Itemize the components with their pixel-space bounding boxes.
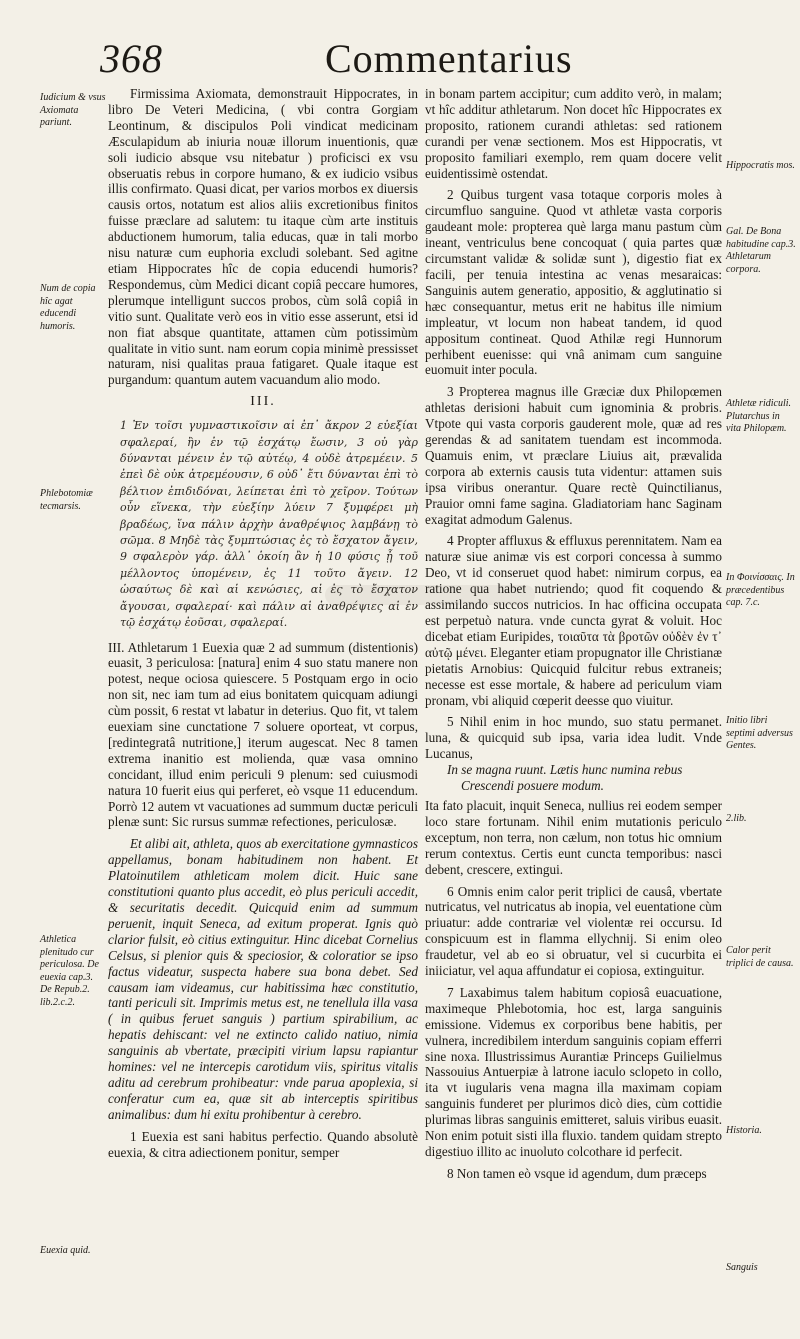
verse-line-1: In se magna ruunt. Lætis hunc numina rebus: [447, 762, 683, 778]
paragraph-note-6: 6 Omnis enim calor perit triplici de causâ, vbertate nutricatus, vel nutricatus ab inopia, vel euentatione cùm priuatur: adde contrariæ vel violentæ rei occursu. Id conspicuum est in flamma ellychnij. Si enim oleo fraudetur, vel ab eo si obruatur, vel si cucurbita ei iniiciatur, vel aqua affundatur ei copiosa, extinguitur.: [425, 883, 722, 979]
running-title: Commentarius: [325, 36, 573, 81]
paragraph-note-4: 4 Propter affluxus & effluxus perennitatem. Nam ea naturæ siue animæ vis est corpori concessa à summo Deo, vt id conseruet quod habet: nimirum corpus, ea ratione qua habet nutriendo; quod fit coquendo & assimilando succos nutricios. In hac officina occupata est perpetuò natura. vnde cuncta gyrat & voluit. Hoc dicebat etiam Euripides, τοιαῦτα τὰ βροτῶν οὐδὲν ἐν τ᾽ αὐτῷ μένει. Eleganter etiam propugnator ille Christianæ pietatis Arnobius: Quicquid fulcitur rebus extraneis; necesse est esse mortale, & habere ad periculum viam pronam, vbi aliquid cœperit deesse quo viuitur.: [425, 533, 722, 708]
margin-note-right: Sanguis: [726, 1262, 758, 1273]
paragraph-latin-translation: III. Athletarum 1 Euexia quæ 2 ad summum (distentionis) euasit, 3 periculosa: [natura] enim 4 suo statu manere non potest, neque ociosa quiescere. 5 Postquam ergo in ocio non sit, nec iam tum ad eius bonitatem quicquam adiungi cùm possit, 6 restat vt labatur in deterius. Quo fit, vt talem euexiam sine cunctatione 7 soluere oporteat, vt corpus, [redintegratâ nutritione,] iterum augescat. Nec 8 tamen extrema inanitio est molienda, quæ vasa omnino concidant, illud enim periculi 9 plenum: sed cuiusmodi natura 10 fuerit eius qui perferet, eò vsque 11 educendum. Porrò 12 autem vt vacuationes ad summum ductæ periculi plenæ sunt: Sic rursus summæ refectiones, periculosæ.: [108, 639, 418, 830]
margin-note-right: Initio libri septimi adversus Gentes.: [726, 715, 793, 752]
paragraph-athleta-commentary: Et alibi ait, athleta, quos ab exercitatione gymnasticos appellamus, bonam habitudinem non habent. Et Platoinutilem athleticam molem dicit. Huic sane constitutioni quanto plus accedit, eò plus periculi accedit, & securitatis decedit. Quicquid enim ad summum peruenit, inquit Seneca, ad exitum properat. Ignis quò clarior fulsit, eò citius extinguitur. Hinc dicebat Cornelius Celsus, si plenior quis & speciosior, & coloratior se ipso factus videatur, suspecta habere sua bona debet. Sed causam iam videamus, cur habitissima hæc constitutio, tanti periculi sit. Imprimis metus est, ne tenellula illa vasa ( in quibus feruet sanguis ) partium spirabilium, ac hepatis dehiscant: vel ne extincto calido natiuo, nimia sanguinis ab vbertate, præcipiti virium lapsu rapiantur homines: vel ne intercepis carotidum viis, spiritus vitalis aditu ad cerebrum prohibeatur: vnde parua apoplexia, si conferatur cum ea, quæ sit ab interceptis spiritibus animalibus: dum hi exitu prohibentur à cerebro.: [108, 836, 418, 1122]
greek-aphorism: 1 Ἐν τοῖσι γυμναστικοῖσιν αἱ ἐπ᾽ ἄκρον 2 εὐεξίαι σφαλεραί, ἢν ἐν τῷ ἐσχάτῳ ἔωσιν, 3 οὐ γὰρ δύνανται μένειν ἐν τῷ αὐτέῳ, 4 οὐδὲ ἀτρεμέειν. 5 ἐπεὶ δὲ οὐκ ἀτρεμέουσιν, 6 οὐδ᾽ ἔτι δύνανται ἐπὶ τὸ βέλτιον ἐπιδιδόναι, λείπεται ἐπὶ τὸ χεῖρον. Τούτων οὖν εἵνεκα, τὴν εὐεξίην λύειν 7 ξυμφέρει μὴ βραδέως, ἵνα πάλιν ἀρχὴν ἀναθρέψιος λαμβάνῃ τὸ σῶμα. 8 Μηδὲ τὰς ξυμπτώσιας ἐς τὸ ἔσχατον ἄγειν, 9 σφαλερὸν γάρ. ἀλλ᾽ ὁκοίη ἂν ἡ 10 φύσις ᾖ τοῦ μέλλοντος ὑπομένειν, ἐς 11 τοῦτο ἄγειν. 12 ὡσαύτως δὲ καὶ αἱ κενώσιες, αἱ ἐς τὸ ἔσχατον ἄγουσαι, σφαλεραί· καὶ πάλιν αἱ ἀναθρέψιες αἱ ἐν τῷ ἐσχάτῳ ἐοῦσαι, σφαλεραί.: [120, 419, 418, 630]
margin-note-right: In Φοινίσσαις. In præcedentibus cap. 7.c.: [726, 572, 795, 609]
margin-note-left: Iudicium & vsus Axiomata pariunt.: [40, 92, 106, 129]
paragraph-note-3: 3 Propterea magnus ille Græciæ dux Philopœmen athletas derisioni habuit cum ignominia & probris. Vtpote qui vasta corporis gauderent mole, quæ ad res gerendas & ad sanitatem tuendam est incommoda. Quamuis enim, vt præclare Liuius ait, prævalida corpora ab externis causis tuta videntur: attamen suis ipsa viribus onerantur. Quare rectè Quinctilianus, Prauior omni fame sagina. Gladiatoriam hanc Saginam exagitat admodum Galenus.: [425, 384, 722, 527]
section-number: III.: [250, 394, 276, 410]
verse-line-2: Crescendi posuere modum.: [461, 778, 604, 794]
paragraph-note-8: 8 Non tamen eò vsque id agendum, dum præceps: [447, 1165, 707, 1181]
margin-note-left: Phlebotomiæ tecmarsis.: [40, 488, 93, 512]
margin-note-right: 2.lib.: [726, 813, 747, 824]
margin-note-right: Gal. De Bona habitudine cap.3. Athletarum corpora.: [726, 226, 796, 275]
margin-note-right: Athletæ ridiculi. Plutarchus in vita Philopæm.: [726, 398, 791, 435]
paragraph-note-5: 5 Nihil enim in hoc mundo, suo statu permanet. luna, & quicquid sub ipsa, varia idea ludit. Vnde Lucanus,: [425, 714, 722, 762]
paragraph-axiomata: Firmissima Axiomata, demonstrauit Hippocrates, in libro De Veteri Medicina, ( vbi contra Gorgiam Leontinum, & discipulos Poli vindicat medicinam Æsculapidum ab iniuria nouæ illorum inuentionis, quæ soli iudicio absque vsu nitebatur ) proficisci ex vsu obseruatis rebus in corpore humano, & ex iudicio vsibus illis confirmato. Quasi dicat, per varios morbos ex diuersis causis ortos, notatum est alios aliis excretionibus finitos fuisse præclare ad salutem: tu itaque cùm arte instituis abductionem humorum, talia educas, quæ in tali morbo nisu naturæ cum euphoria excludi solebant. Sed agitne etiam Hippocrates hîc de copia educendi humoris? Respondemus, cùm Medici dicant copiâ peccare humores, plerumque intelligunt succos probos, cùm solâ copiâ in vitio sunt. Qualitate verò eos in vitio esse asserunt, etsi id non fiat absque quantitate, attamen cùm potissimùm qualitate in vitio sunt. nam eorum copia minimè pressisset naturam, nisi qualitas praua fatigaret. Quale itaque est purgandum: quantum autem vacuandum alio modo.: [108, 86, 418, 388]
margin-note-left: Num de copia hîc agat educendi humoris.: [40, 283, 96, 332]
paragraph-continuation: in bonam partem accipitur; cum addito verò, in malam; vt hîc additur athletarum. Non docet hîc Hippocrates ex proposito, rationem curandi athletas: sed rationem curandi per venæ sectionem. Mos est Hippocratis, vt proposito familiari exemplo, rem quam docere velit euidentissimè ostendat.: [425, 86, 722, 181]
margin-note-left: Athletica plenitudo cur periculosa. De euexia cap.3. De Repub.2. lib.2.c.2.: [40, 934, 99, 1008]
paragraph-note-7: 7 Laxabimus talem habitum copiosâ euacuatione, maximeque Phlebotomia, hoc est, larga sanguinis emissione. Videmus ex corporibus bene habitis, per vulnera, incredibilem interdum sanguinis copiam efferri sine noxa. Illustrissimus Aurantiæ Princeps Guilielmus Nassouius Antuerpiæ à latrone iaculo sclopeto in collo, ita vt iugularis vena magna illa maximam copiam sanguinis funderet per plurimos dicò dies, cùm cottidie plurimas libras sanguinis emitteret, saluis viribus euasit. Non enim potuit sisti illa fluxio. tandem quidam strepto digestiuo illito ac inuoluto colcothare id perfecit.: [425, 984, 722, 1159]
paragraph-euexia: 1 Euexia est sani habitus perfectio. Quando absolutè euexia, & citra adiectionem ponitur, semper: [108, 1128, 418, 1160]
page-header: [100, 35, 740, 80]
right-text-column: [425, 86, 722, 1188]
margin-note-right: Hippocratis mos.: [726, 160, 795, 171]
margin-note-right: Calor perit triplici de causa.: [726, 945, 794, 969]
margin-note-right: Historia.: [726, 1125, 762, 1136]
margin-note-left: Euexia quid.: [40, 1245, 91, 1256]
paragraph-seneca: Ita fato placuit, inquit Seneca, nullius rei eodem semper loco stare fortunam. Nihil enim mutationis periculo exceptum, non terra, non cælum, non totus hic omnium rerum contextus. Certis eunt cuncta temporibus: nasci debent, crescere, extingui.: [425, 797, 722, 877]
page-number: 368: [100, 36, 163, 81]
paragraph-note-2: 2 Quibus turgent vasa totaque corporis moles à circumfluo sanguine. Quod vt athletæ vasta corporis gaudeant mole: propterea què larga manu pastum cùm ineant, ventriculus bene concoquat ( quia partes quæ circumstant validæ & solidæ sunt ), digestio fiat ex facili, per tenuia intestina ac venas mesaraicas: Sanguinis autem generatio, appositio, & agglutinatio si hæc consequantur, metus erit ne habitus ille nimium impleatur, vt locum non habeat tandem, id quod appositum contineat. Quod Athilæ regi Hunnorum perhibent euenisse: qui vnâ animam cum sanguine euomuit inter pocula.: [425, 187, 722, 378]
left-text-column: [108, 86, 418, 1167]
